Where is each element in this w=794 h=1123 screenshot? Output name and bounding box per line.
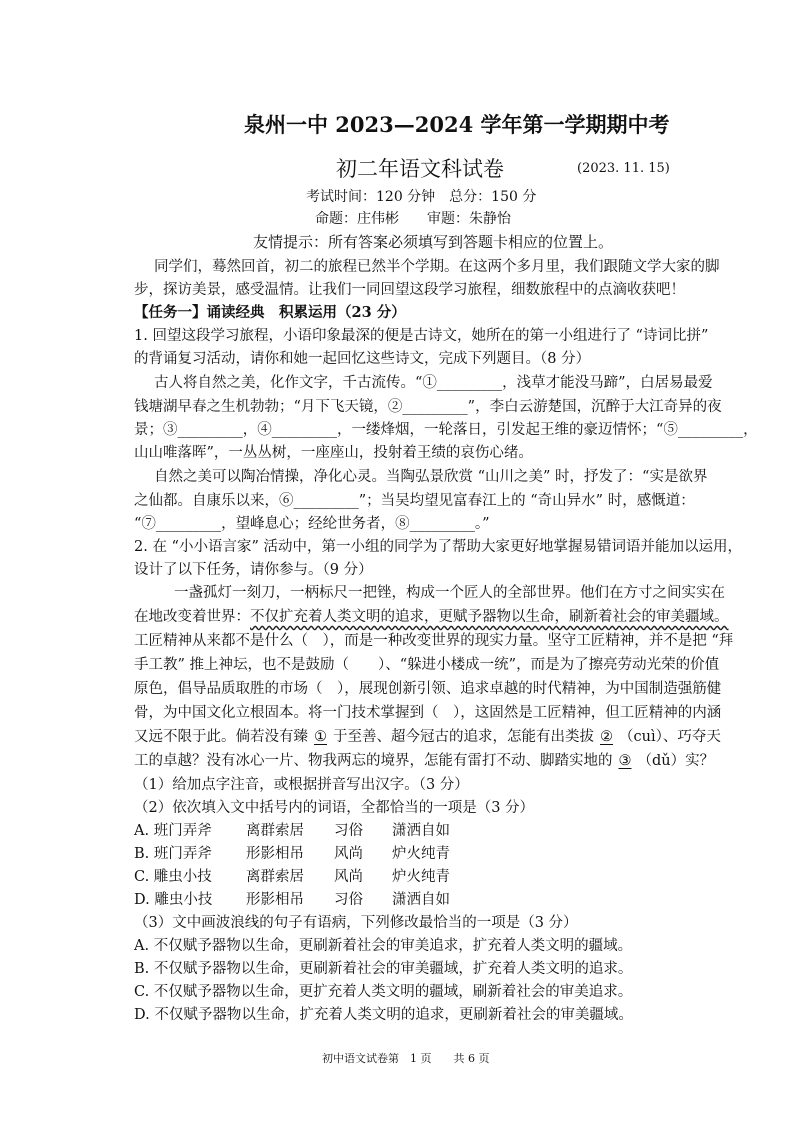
q1-text-line-4: 山山唯落晖”，一丛丛树，一座座山，投射着王绩的哀伤心绪。 bbox=[134, 445, 533, 461]
q1-text-line-6: 之仙都。自康乐以来，⑥_________”；当吴均望见富春江上的 “奇山异水” 时，感慨道： bbox=[134, 493, 695, 509]
q1-text-line-5: 自然之美可以陶冶情操，净化心灵。当陶弘景欣赏 “山川之美” 时，抒发了：“实是欲界 bbox=[154, 469, 708, 485]
exam-date: (2023. 11. 15) bbox=[577, 161, 670, 176]
intro-line-2: 步，探访美景，感受温情。让我们一同回望这段学习旅程，细数旅程中的点滴收获吧！ bbox=[134, 282, 685, 298]
option-c-word-1: C. 雕虫小技 bbox=[134, 869, 212, 885]
blank-1: ① bbox=[314, 729, 327, 745]
q1-text-line-2: 钱塘湖早春之生机勃勃；“月下飞天镜，②_________”，李白云游楚国，沉醉于大江奇异的夜 bbox=[134, 399, 722, 415]
option-a-row bbox=[134, 822, 450, 840]
sub-question-3: （3）文中画波浪线的句子有语病，下列修改最恰当的一项是（3 分） bbox=[134, 915, 578, 931]
q2-text-line-1: 一盏孤灯一刻刀，一柄标尺一把锉，构成一个匠人的全部世界。他们在方寸之间实实在 bbox=[174, 585, 725, 601]
q2-line-7-part-c: 于至善、超今冠古的追求，怎能有出类拔 bbox=[333, 729, 594, 745]
option-b-row bbox=[134, 845, 450, 863]
option-d-row bbox=[134, 891, 450, 909]
q1-line-1: 1. 回望这段学习旅程，小语印象最深的便是古诗文，她所在的第一小组进行了 “诗词比拼” bbox=[134, 328, 709, 344]
sub3-option-d: D. 不仅赋予器物以生命，扩充着人类文明的追求，更刷新着社会的审美疆域。 bbox=[134, 1007, 633, 1023]
q2-text-line-5: 原色，倡导品质取胜的市场（ ），展现创新引领、追求卓越的时代精神，为中国制造强筋健 bbox=[134, 681, 722, 697]
option-a-word-1: A. 班门弄斧 bbox=[134, 823, 212, 839]
q1-text-line-7: “⑦_________，望峰息心；经纶世务者，⑧_________。” bbox=[134, 516, 490, 532]
option-b-word-3: 风尚 bbox=[334, 846, 363, 862]
intro-line-1: 同学们，蓦然回首，初二的旅程已然半个学期。在这两个多月里，我们跟随文学大家的脚 bbox=[154, 259, 720, 275]
q2-line-7-part-a: 又远不限于此。倘若没有臻 bbox=[134, 729, 308, 745]
blank-3: ③ bbox=[618, 753, 632, 769]
option-b-word-2: 形影相吊 bbox=[246, 846, 304, 862]
option-b-word-4: 炉火纯青 bbox=[392, 846, 450, 862]
blank-2: ② bbox=[600, 729, 613, 745]
option-c-row bbox=[134, 868, 450, 886]
q2-line-1: 2. 在 “小小语言家” 活动中，第一小组的同学为了帮助大家更好地掌握易错词语并能加以运用， bbox=[134, 539, 742, 555]
q2-text-line-7 bbox=[134, 728, 721, 746]
option-d-word-2: 形影相吊 bbox=[246, 892, 304, 908]
option-d-word-4: 潇洒自如 bbox=[392, 892, 450, 908]
sub3-option-b: B. 不仅赋予器物以生命，更刷新着社会的审美疆域，扩充着人类文明的追求。 bbox=[134, 961, 633, 977]
option-d-word-1: D. 雕虫小技 bbox=[134, 892, 213, 908]
q2-line-8-part-a: 工的卓越？没有冰心一片、物我两忘的境界，怎能有雷打不动、脚踏实地的 bbox=[134, 753, 613, 769]
sub3-option-c: C. 不仅赋予器物以生命，更扩充着人类文明的疆域，刷新着社会的审美追求。 bbox=[134, 984, 633, 1000]
q1-line-2: 的背诵复习活动，请你和她一起回忆这些诗文，完成下列题目。（8 分） bbox=[134, 351, 591, 367]
q2-text-line-3: 工匠精神从来都不是什么（ ），而是一种改变世界的现实力量。坚守工匠精神，并不是把 “拜 bbox=[134, 633, 734, 649]
option-a-word-3: 习俗 bbox=[334, 823, 363, 839]
q2-line-7-part-e: （cuì）、巧夺天 bbox=[619, 729, 721, 745]
sub-question-2: （2）依次填入文中括号内的词语，全都恰当的一项是（3 分） bbox=[134, 800, 535, 816]
option-c-word-4: 炉火纯青 bbox=[392, 869, 450, 885]
q2-text-line-4: 手工教” 推上神坛，也不是鼓励（ ）、“躲进小楼成一统”，而是为了擦亮劳动光荣的价值 bbox=[134, 657, 720, 673]
wavy-underlined-sentence: 不仅扩充着人类文明的追求，更赋予器物以生命，刷新着社会的审美疆域。 bbox=[250, 609, 729, 625]
exam-info: 考试时间：120 分钟 总分：150 分 bbox=[306, 189, 537, 205]
option-a-word-4: 潇洒自如 bbox=[392, 823, 450, 839]
q2-line-8-part-c: （dǔ）实？ bbox=[637, 753, 715, 769]
option-c-word-3: 风尚 bbox=[334, 869, 363, 885]
q2-text-line-2 bbox=[134, 608, 729, 626]
q1-text-line-1: 古人将自然之美，化作文字，千古流传。“①_________，浅草才能没马蹄”，白居易最爱 bbox=[154, 375, 713, 391]
exam-subtitle: 初二年语文科试卷 bbox=[336, 157, 504, 181]
option-c-word-2: 离群索居 bbox=[246, 869, 304, 885]
page-footer: 初中语文试卷第 1 页 共 6 页 bbox=[322, 1052, 490, 1065]
option-b-word-1: B. 班门弄斧 bbox=[134, 846, 212, 862]
q2-text-line-2-start: 在地改变着世界： bbox=[134, 609, 250, 625]
q2-line-2: 设计了以下任务，请你参与。（9 分） bbox=[134, 562, 373, 578]
exam-title: 泉州一中 2023—2024 学年第一学期期中考 bbox=[244, 112, 670, 137]
sub3-option-a: A. 不仅赋予器物以生命，更刷新着社会的审美追求，扩充着人类文明的疆域。 bbox=[134, 938, 633, 954]
task1-heading: 【任务一】诵读经典 积累运用（23 分） bbox=[134, 304, 406, 321]
exam-tip: 友情提示：所有答案必须填写到答题卡相应的位置上。 bbox=[253, 233, 614, 251]
q2-text-line-6: 骨，为中国文化立根固本。将一门技术掌握到（ ），这固然是工匠精神，但工匠精神的内涵 bbox=[134, 705, 722, 721]
option-d-word-3: 习俗 bbox=[334, 892, 363, 908]
exam-setters: 命题：庄伟彬 审题：朱静怡 bbox=[315, 211, 511, 227]
sub-question-1: （1）给加点字注音，或根据拼音写出汉字。（3 分） bbox=[134, 777, 469, 793]
option-a-word-2: 离群索居 bbox=[246, 823, 304, 839]
q2-text-line-8 bbox=[134, 752, 714, 770]
q1-text-line-3: 景；③_________，④_________，一缕烽烟，一轮落日，引发起王维的豪迈情怀；“⑤_________， bbox=[134, 422, 758, 438]
